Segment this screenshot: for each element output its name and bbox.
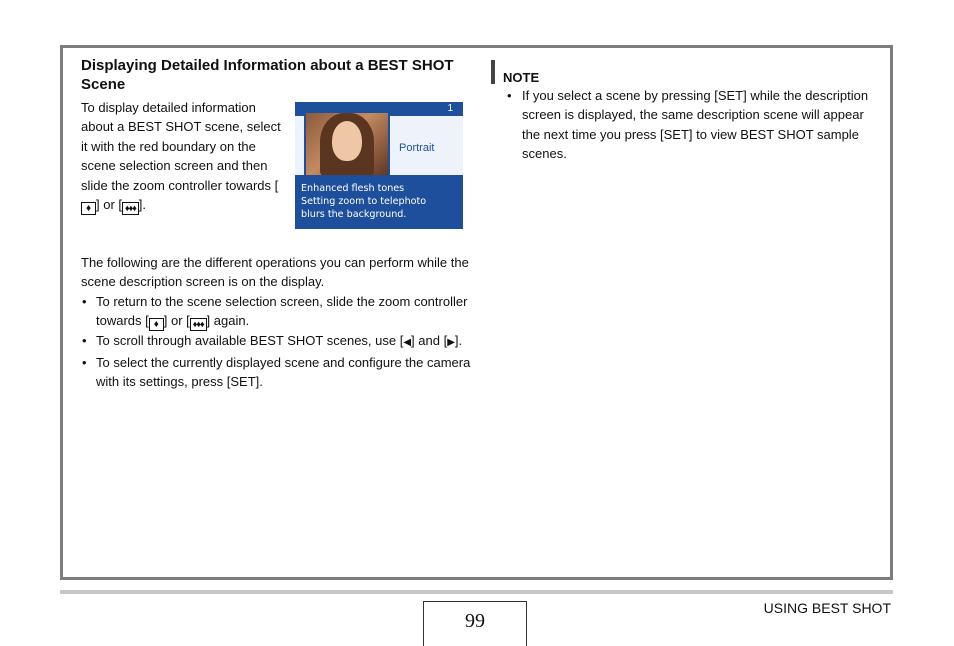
page-number: 99 <box>423 601 527 646</box>
list-item: • To select the currently displayed scene and configure the camera with its settings, press [SET]. <box>81 353 471 392</box>
list-item: • To scroll through available BEST SHOT scenes, use [◀] and [▶]. <box>81 331 471 352</box>
footer-rule <box>60 590 893 594</box>
operations-list <box>81 292 471 392</box>
note-item: • If you select a scene by pressing [SET] while the description screen is displayed, the same description scene will appear the next time you press [SET] to view BEST SHOT sample scenes. <box>503 86 873 164</box>
list-item: • To return to the scene selection screen, slide the zoom controller towards [ ♦ ] or [ ♦♦♦ ] again. <box>81 292 471 331</box>
left-arrow-icon: ◀ <box>403 337 412 349</box>
right-arrow-icon: ▶ <box>447 337 455 349</box>
note-list <box>503 86 873 164</box>
intro-paragraph <box>81 98 281 215</box>
desc-line-1: Enhanced flesh tones <box>301 183 405 194</box>
section-heading: Displaying Detailed Information about a BEST SHOT Scene <box>81 57 454 93</box>
desc-line-2: Setting zoom to telephoto <box>301 195 427 207</box>
intro-middle: ] or [ <box>96 197 123 213</box>
note-title: NOTE <box>503 70 540 85</box>
portrait-photo <box>304 111 390 179</box>
desc-line-3: blurs the background. <box>301 208 407 220</box>
content-frame <box>60 45 893 580</box>
wide-angle-icon: ♦♦♦ <box>190 318 207 331</box>
note-marker <box>491 60 495 84</box>
scene-description <box>295 175 463 229</box>
intro-text: To display detailed information about a BEST SHOT scene, select it with the red boundary on the scene selection screen and then slide the zoom controller towards [ <box>81 100 281 193</box>
telephoto-icon: ♦ <box>149 318 164 331</box>
intro-end: ]. <box>138 197 147 213</box>
telephoto-icon: ♦ <box>81 202 96 215</box>
scene-name: Portrait <box>399 142 435 154</box>
camera-screen-image <box>295 102 463 229</box>
section-label: USING BEST SHOT <box>763 600 891 616</box>
scene-number: 1 <box>447 103 453 114</box>
operations-paragraph: The following are the different operations you can perform while the scene description screen is on the display. <box>81 255 469 290</box>
wide-angle-icon: ♦♦♦ <box>122 202 139 215</box>
